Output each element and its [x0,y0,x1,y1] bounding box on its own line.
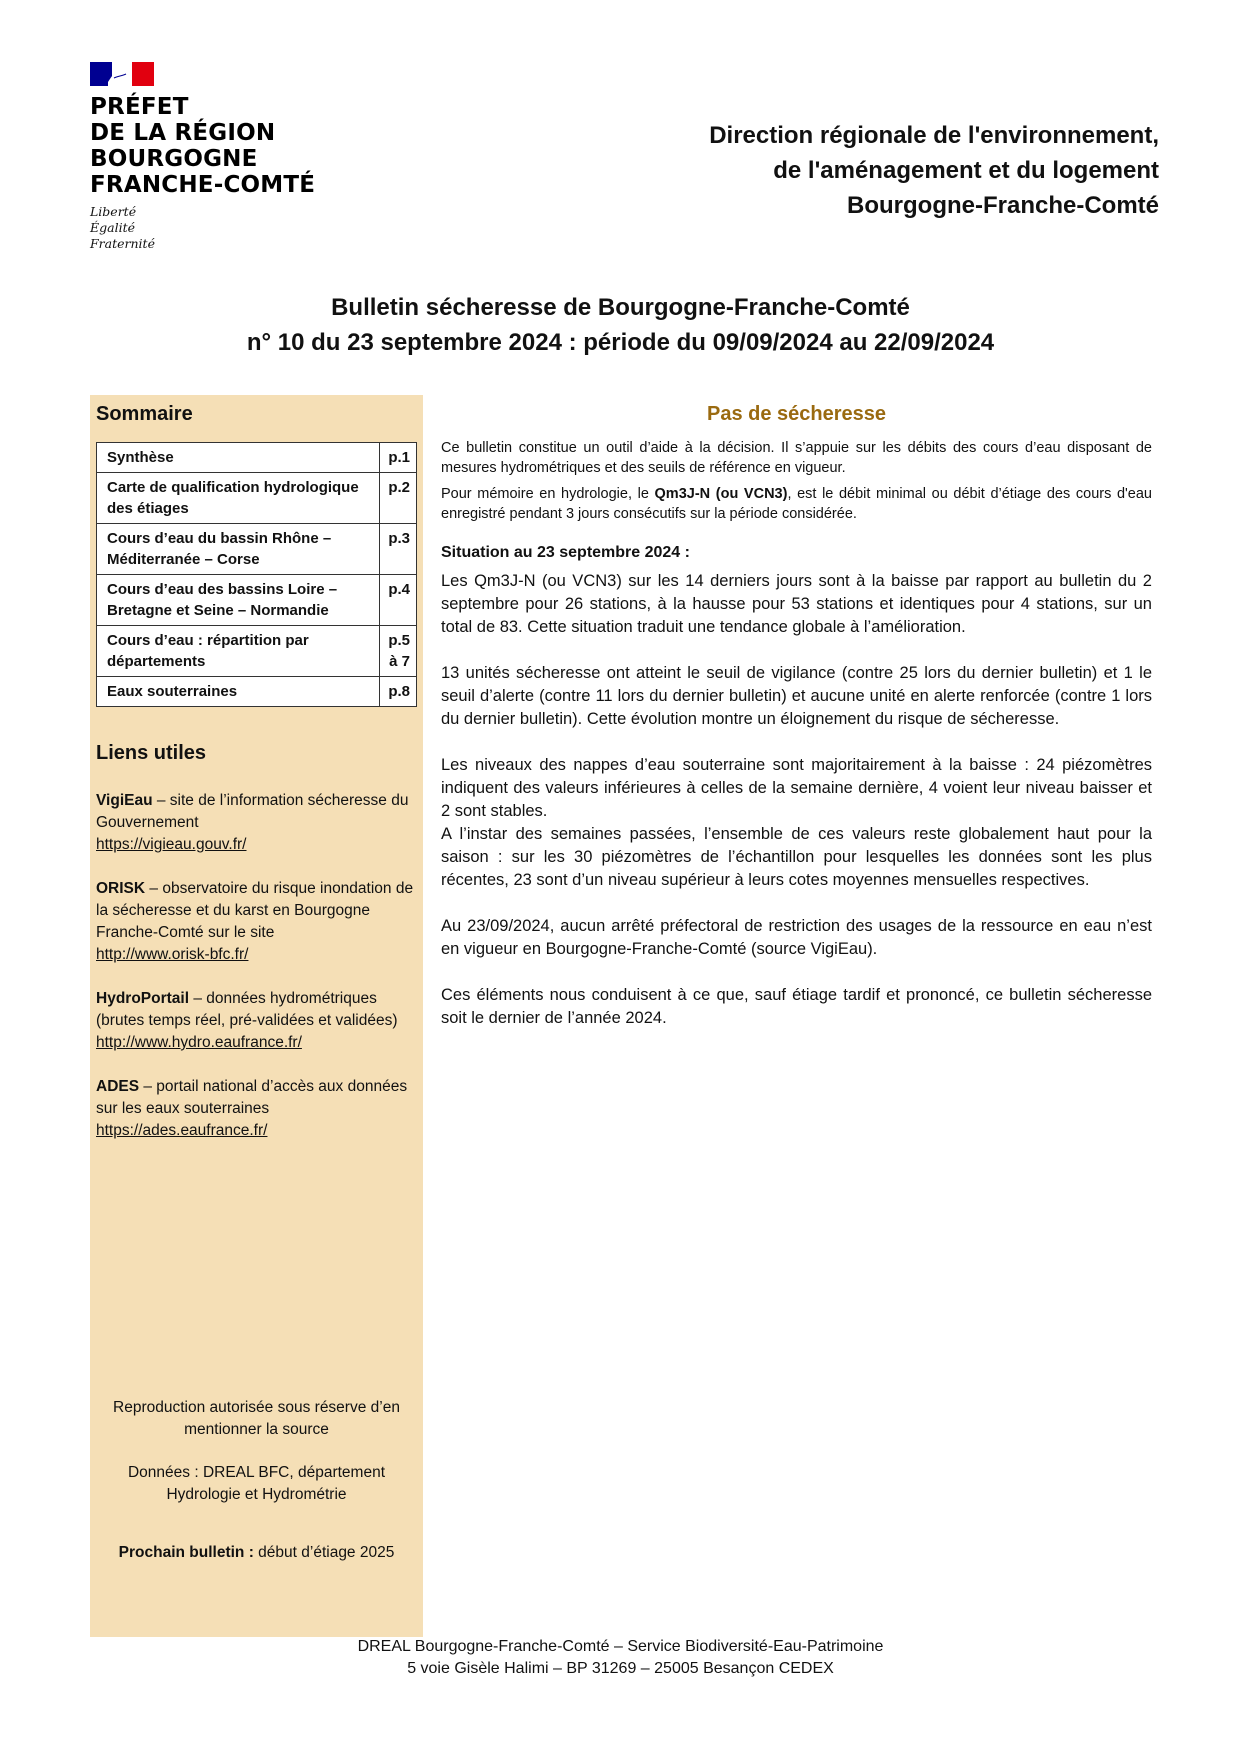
summary-row[interactable] [97,443,417,473]
definition-paragraph: Pour mémoire en hydrologie, le Qm3J-N (ou VCN3), est le débit minimal ou débit d’étiage des cours d'eau enregistré pendant 3 jours consécutifs sur la période considérée. [441,486,1152,522]
paragraph-nappes: Les niveaux des nappes d’eau souterraine sont majoritairement à la baisse : 24 piézomètres indiquent des valeurs inférieures à celles de la semaine dernière, 4 voient leur niveau baisser et 2 sont stables. [441,756,1152,820]
summary-page: p.8 [380,677,417,707]
marianne-flag-icon [90,62,154,86]
document-title [0,290,1241,360]
prefet-logo [90,62,350,252]
reproduction-note: Reproduction autorisée sous réserve d’en mentionner la source [113,1399,400,1438]
summary-label: Carte de qualification hydrologique des étiages [97,473,380,524]
direction-line: de l'aménagement et du logement [773,157,1159,184]
link-url-orisk[interactable]: http://www.orisk-bfc.fr/ [96,946,249,963]
summary-page: p.1 [380,443,417,473]
summary-label: Synthèse [97,443,380,473]
situation-title: Situation au 23 septembre 2024 : [441,544,690,561]
summary-label: Eaux souterraines [97,677,380,707]
summary-label: Cours d’eau du bassin Rhône – Méditerranée – Corse [97,524,380,575]
summary-heading: Sommaire [96,403,193,425]
paragraph-arretes: Au 23/09/2024, aucun arrêté préfectoral de restriction des usages de la ressource en eau n’est en vigueur en Bourgogne-Franche-Comté (source VigiEau). [441,917,1152,958]
summary-row[interactable] [97,626,417,677]
summary-page: p.3 [380,524,417,575]
link-url-vigieau[interactable]: https://vigieau.gouv.fr/ [96,836,247,853]
main-content [441,395,1152,1053]
title-line-1: Bulletin sécheresse de Bourgogne-Franche-Comté [331,294,910,321]
republic-motto: Liberté Égalité Fraternité [90,204,155,251]
link-item-ades: ADES – portail national d’accès aux données sur les eaux souterraines https://ades.eaufrance.fr/ [96,1076,418,1142]
prefet-title: PRÉFET DE LA RÉGION BOURGOGNE FRANCHE-COMTÉ [90,94,316,198]
data-source-note: Données : DREAL BFC, département Hydrologie et Hydrométrie [127,1464,386,1503]
paragraph-unites: 13 unités sécheresse ont atteint le seuil de vigilance (contre 25 lors du dernier bulletin) et 1 le seuil d’alerte (contre 11 lors du dernier bulletin) et aucune unité en alerte renforcée (contre 1 lors du dernier bulletin). Cette évolution montre un éloignement du risque de sécheresse. [441,664,1152,728]
link-item-orisk: ORISK – observatoire du risque inondation de la sécheresse et du karst en Bourgogne Franche-Comté sur le site http://www.orisk-bfc.fr/ [96,878,418,966]
useful-links [96,790,418,1164]
summary-page: p.4 [380,575,417,626]
summary-row[interactable] [97,473,417,524]
footer-line-1: DREAL Bourgogne-Franche-Comté – Service Biodiversité-Eau-Patrimoine [357,1638,884,1655]
link-item-hydroportail: HydroPortail – données hydrométriques (brutes temps réel, pré-validées et validées) http://www.hydro.eaufrance.fr/ [96,988,418,1054]
link-url-hydroportail[interactable]: http://www.hydro.eaufrance.fr/ [96,1034,302,1051]
link-url-ades[interactable]: https://ades.eaufrance.fr/ [96,1122,268,1139]
intro-paragraph: Ce bulletin constitue un outil d’aide à la décision. Il s’appuie sur les débits des cours d’eau disposant de mesures hydrométriques et des seuils de référence en vigueur. [441,440,1152,476]
summary-page: p.5 à 7 [380,626,417,677]
sidebar-footer [90,1397,423,1585]
next-bulletin: Prochain bulletin : début d’étiage 2025 [118,1544,395,1561]
summary-row[interactable] [97,575,417,626]
summary-label: Cours d’eau : répartition par départements [97,626,380,677]
direction-header [459,118,1159,223]
status-heading: Pas de sécheresse [706,403,887,425]
direction-line: Direction régionale de l'environnement, [709,122,1159,149]
paragraph-debits: Les Qm3J-N (ou VCN3) sur les 14 derniers jours sont à la baisse par rapport au bulletin du 2 septembre pour 26 stations, à la hausse pour 53 stations et identiques pour 4 stations, sur un total de 83. Cette situation traduit une tendance globale à l’amélioration. [441,572,1152,636]
summary-label: Cours d’eau des bassins Loire – Bretagne et Seine – Normandie [97,575,380,626]
links-heading: Liens utiles [96,742,207,764]
sidebar [90,395,423,1637]
page-footer [0,1636,1241,1680]
summary-row[interactable] [97,524,417,575]
summary-page: p.2 [380,473,417,524]
paragraph-conclusion: Ces éléments nous conduisent à ce que, sauf étiage tardif et prononcé, ce bulletin sécheresse soit le dernier de l’année 2024. [441,986,1152,1027]
link-item-vigieau: VigiEau – site de l’information sécheresse du Gouvernement https://vigieau.gouv.fr/ [96,790,418,856]
direction-line: Bourgogne-Franche-Comté [847,192,1159,219]
title-line-2: n° 10 du 23 septembre 2024 : période du 09/09/2024 au 22/09/2024 [246,329,995,356]
footer-line-2: 5 voie Gisèle Halimi – BP 31269 – 25005 Besançon CEDEX [407,1660,834,1677]
paragraph-piezometres: A l’instar des semaines passées, l’ensemble de ces valeurs reste globalement haut pour la saison : sur les 30 piézomètres de l’échantillon pour lesquelles les données sont les plus récentes, 23 sont d’un niveau supérieur à leurs cotes moyennes mensuelles respectives. [441,825,1152,889]
summary-row[interactable] [97,677,417,707]
summary-table [96,442,417,707]
